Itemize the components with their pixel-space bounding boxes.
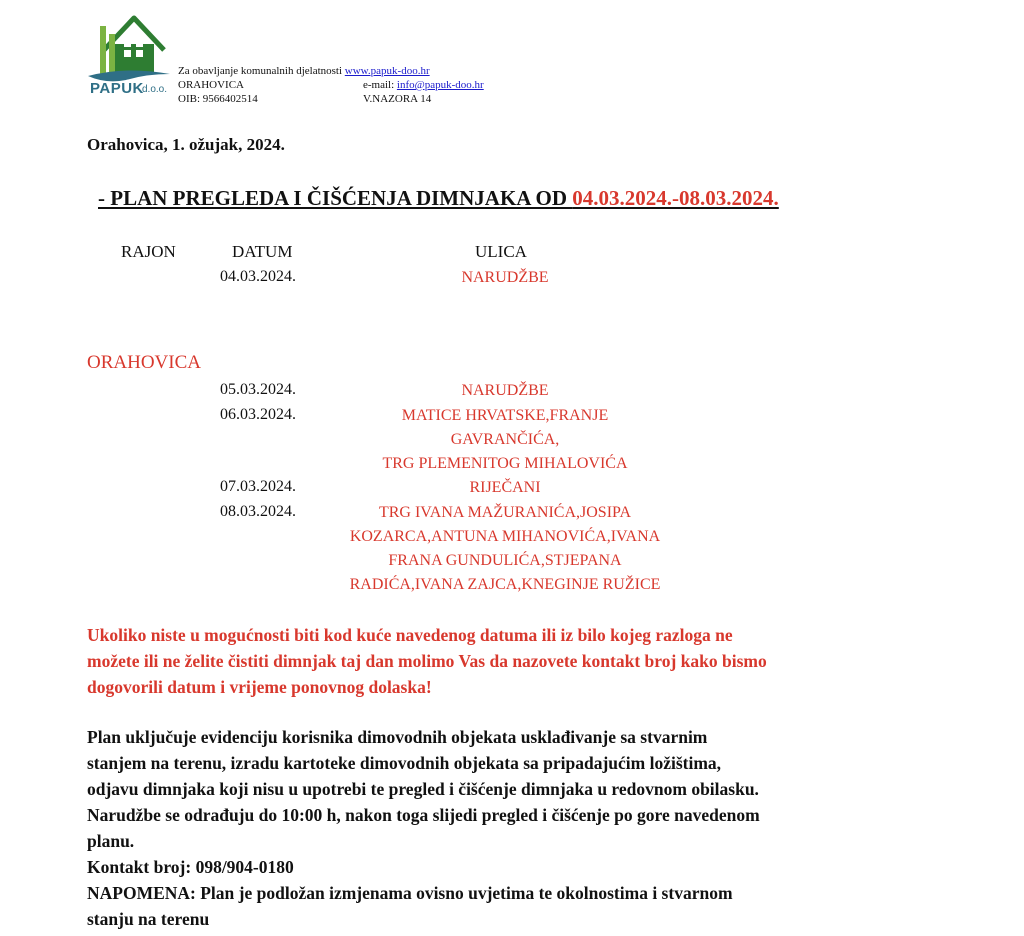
row-street: TRG IVANA MAŽURANIĆA,JOSIPA KOZARCA,ANTUNA MIHANOVIĆA,IVANA FRANA GUNDULIĆA,STJEPANA RADIĆA,IVANA ZAJCA,KNEGINJE RUŽICE bbox=[349, 504, 661, 593]
header-line1: Za obavljanje komunalnih djelatnosti www.papuk-doo.hr bbox=[178, 65, 430, 77]
logo-suffix: d.o.o. bbox=[142, 84, 168, 95]
row-date: 04.03.2024. bbox=[220, 268, 296, 285]
header-street: ULICA bbox=[475, 242, 527, 261]
contact-number: Kontakt broj: 098/904-0180 bbox=[87, 857, 294, 877]
header-right bbox=[363, 78, 484, 106]
document-date: Orahovica, 1. ožujak, 2024. bbox=[87, 135, 285, 154]
note-line: NAPOMENA: Plan je podložan izmjenama ovisno uvjetima te okolnostima i stvarnom bbox=[87, 883, 733, 903]
website-link[interactable]: www.papuk-doo.hr bbox=[344, 65, 430, 77]
document-title: - PLAN PREGLEDA I ČIŠĆENJA DIMNJAKA OD 04.03.2024.-08.03.2024. bbox=[98, 186, 779, 210]
header-oib: OIB: 9566402514 bbox=[178, 93, 258, 105]
row-date: 07.03.2024. bbox=[220, 478, 296, 495]
header-region: RAJON bbox=[121, 242, 176, 261]
region-label: ORAHOVICA bbox=[87, 352, 201, 373]
header-address: V.NAZORA 14 bbox=[363, 93, 432, 105]
house-body bbox=[114, 44, 154, 74]
row-date: 08.03.2024. bbox=[220, 503, 296, 520]
row-street: RIJEČANI bbox=[469, 479, 541, 496]
row-street: NARUDŽBE bbox=[461, 269, 549, 286]
logo-name: PAPUK bbox=[90, 80, 144, 97]
header-city: ORAHOVICA bbox=[178, 79, 244, 91]
row-date: 06.03.2024. bbox=[220, 406, 296, 423]
header-date: DATUM bbox=[232, 242, 293, 261]
header-email: e-mail: info@papuk-doo.hr bbox=[363, 79, 484, 91]
warning-paragraph: Ukoliko niste u mogućnosti biti kod kuće navedenog datuma ili iz bilo kojeg razloga ne možete ili ne želite čistiti dimnjak taj dan molimo Vas da nazovete kontakt broj kako bismo dogovorili datum i vrijeme ponovnog dolaska! bbox=[87, 625, 767, 697]
row-street: MATICE HRVATSKE,FRANJE GAVRANČIĆA, TRG PLEMENITOG MIHALOVIĆA bbox=[382, 407, 628, 472]
row-date: 05.03.2024. bbox=[220, 381, 296, 398]
info-paragraph: Plan uključuje evidenciju korisnika dimovodnih objekata usklađivanje sa stvarnim stanjem na terenu, izradu kartoteke dimovodnih objekata sa pripadajućim ložištima, odjavu dimnjaka koji nisu u upotrebi te pregled i čišćenje dimnjaka u redovnom obilasku. Narudžbe se odrađuju do 10:00 h, nakon toga slijedi pregled i čišćenje po gore navedenom planu. Kontakt broj: 098/904-0180 NAPOMENA: Plan je podložan izmjenama ovisno uvjetima te okolnostima i stvarnom stanju na terenu bbox=[87, 724, 967, 932]
email-link[interactable]: info@papuk-doo.hr bbox=[396, 79, 484, 91]
row-street: NARUDŽBE bbox=[461, 382, 549, 399]
title-dates: 04.03.2024.-08.03.2024. bbox=[572, 186, 779, 210]
